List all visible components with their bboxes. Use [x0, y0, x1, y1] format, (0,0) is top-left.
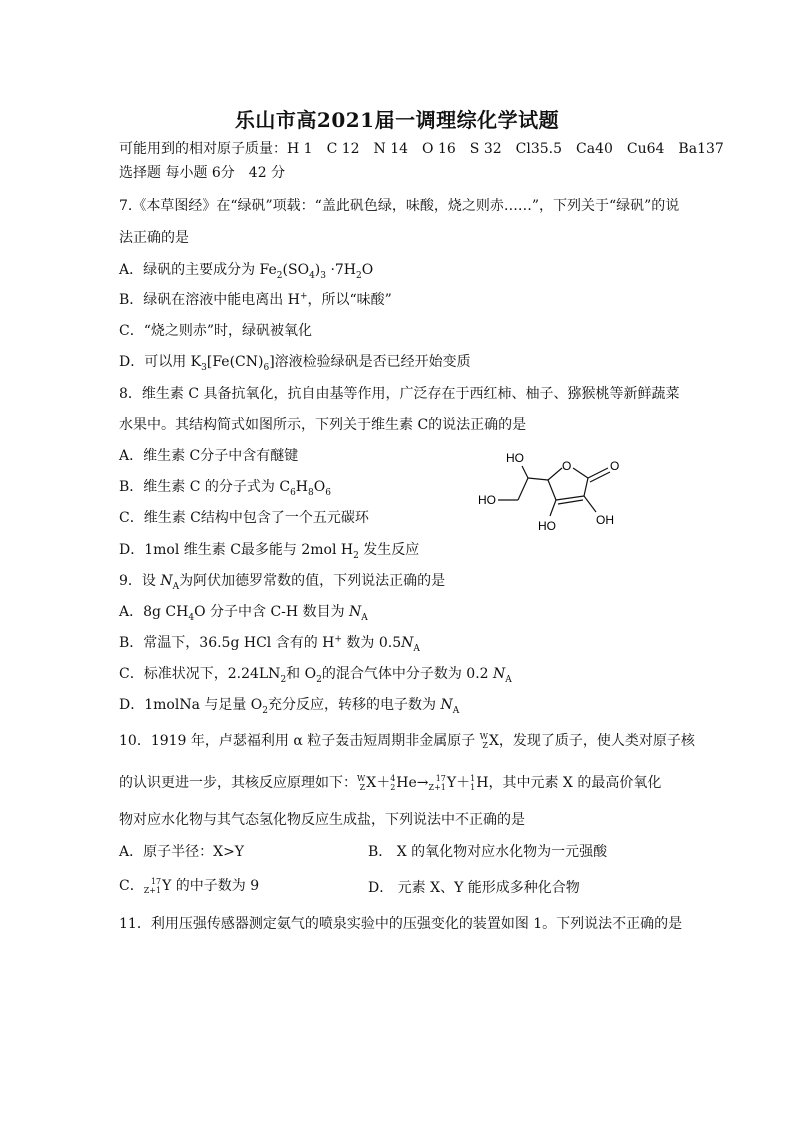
q10-option-b: B． X 的氧化物对应水化物为一元强酸 — [368, 844, 608, 860]
q10-option-c: C． 17 Z+1 Y 的中子数为 9 — [119, 877, 260, 895]
q8-option-c: C．维生素 C结构中包含了一个五元碳环 — [119, 510, 369, 526]
bond-ho-c1 — [522, 466, 528, 478]
q7-stem-line1: 7.《本草图经》在“绿矾”项载：“盖此矾色绿，味酸，烧之则赤……”，下列关于“绿矾”的说 — [119, 198, 680, 214]
q8-option-b: B．维生素 C 的分子式为 $C_6H_8O_6$ — [119, 479, 331, 498]
nuclide-y-option: 17 Z+1 Y — [143, 877, 172, 895]
atomic-masses: 可能用到的相对原子质量：H 1 C 12 N 14 O 16 S 32 Cl35.5 Ca40 Cu64 Ba137 — [119, 141, 724, 157]
q10-option-d: D． 元素 X、Y 能形成多种化合物 — [368, 880, 580, 896]
q11-stem: 11．利用压强传感器测定氨气的喷泉实验中的压强变化的装置如图 1。下列说法不正确的是 — [119, 916, 683, 932]
q8-stem-line2: 水果中。其结构简式如图所示，下列关于维生素 C的说法正确的是 — [119, 417, 527, 433]
bond-ring-c — [548, 480, 556, 500]
q7-option-b: B．绿矾在溶液中能电离出 H+，所以“味酸” — [119, 291, 392, 308]
nuclide-y: 17 Z+1 Y — [428, 774, 457, 792]
bond-c1-c2 — [518, 478, 528, 500]
label-ho-top: HO — [506, 451, 524, 465]
label-o-carbonyl: O — [610, 459, 620, 473]
bond-carbonyl — [588, 468, 608, 478]
bond-c-c-double — [558, 500, 583, 504]
q7-option-c: C．“烧之则赤”时，绿矾被氧化 — [119, 323, 313, 339]
bond-c-oh-bottom — [550, 500, 556, 516]
nuclide-x: W Z X — [479, 732, 499, 750]
bond-c1-ring — [528, 478, 548, 480]
q7-option-d: D．可以用 $K_3[Fe(CN)_6]$溶液检验绿矾是否已经开始变质 — [119, 354, 471, 373]
page-title: 乐山市高2021届一调理综化学试题 — [234, 108, 560, 132]
label-o-ring: O — [562, 459, 572, 473]
bond-o-cco — [573, 468, 588, 478]
bond-ring-o — [548, 468, 562, 480]
bond-c-c-top — [556, 496, 584, 500]
q9-option-a: A．8g $CH_4O$ 分子中含 C-H 数目为 $N_A$ — [119, 604, 368, 623]
q10-option-a: A．原子半径：X>Y — [119, 844, 245, 860]
label-ho-left: HO — [478, 493, 496, 507]
q7-stem-line2: 法正确的是 — [119, 230, 189, 246]
label-oh-right: OH — [596, 513, 614, 527]
bond-c-oh-right — [584, 496, 596, 512]
section-header: 选择题 每小题 6分 42 分 — [119, 165, 286, 181]
q10-stem-line2: 的认识更进一步，其核反应原理如下： W Z X ＋ 4 2 He → 17 Z+1 Y ＋ 1 1 H ，其中元素 X 的最高价氧化 — [119, 774, 662, 792]
label-oh-bottom: HO — [538, 519, 556, 533]
nuclide-he: 4 2 He — [390, 774, 417, 792]
q9-option-c: C．标准状况下，$2.24LN_2$和 $O_2$的混合气体中分子数为 0.2 $N_A$ — [119, 666, 512, 685]
bond-cco-c — [584, 478, 588, 496]
nuclide-x-eq: W Z X — [357, 774, 377, 792]
q8-stem-line1: 8．维生素 C 具备抗氧化，抗自由基等作用，广泛存在于西红柿、柚子、猕猴桃等新鲜蔬菜 — [119, 386, 680, 402]
q8-option-a: A．维生素 C分子中含有醚键 — [119, 448, 299, 464]
q10-stem-line3: 物对应水化物与其气态氢化物反应生成盐，下列说法中不正确的是 — [119, 812, 525, 828]
q9-option-d: D．1molNa 与足量 $O_2$充分反应，转移的电子数为 $N_A$ — [119, 697, 460, 716]
q8-option-d: D．1mol 维生素 C最多能与 2mol $H_2$ 发生反应 — [119, 542, 420, 561]
vitamin-c-structure — [470, 444, 650, 544]
q7-option-a: A．绿矾的主要成分为 $Fe_2(SO_4)_3 \cdot 7H_2O$ — [119, 262, 374, 281]
nuclide-h: 1 1 H — [470, 774, 489, 792]
q10-stem-line1: 10．1919 年，卢瑟福利用 α 粒子轰击短周期非金属原子 W Z X ，发现了质子，使人类对原子核 — [119, 732, 695, 750]
q9-option-b: B．常温下，36.5g HCl 含有的 H+ 数为 $0.5N_A$ — [119, 634, 420, 654]
bond-carbonyl-double — [590, 472, 610, 482]
q9-stem: 9．设 $N_A$为阿伏加德罗常数的值，下列说法正确的是 — [119, 573, 446, 592]
